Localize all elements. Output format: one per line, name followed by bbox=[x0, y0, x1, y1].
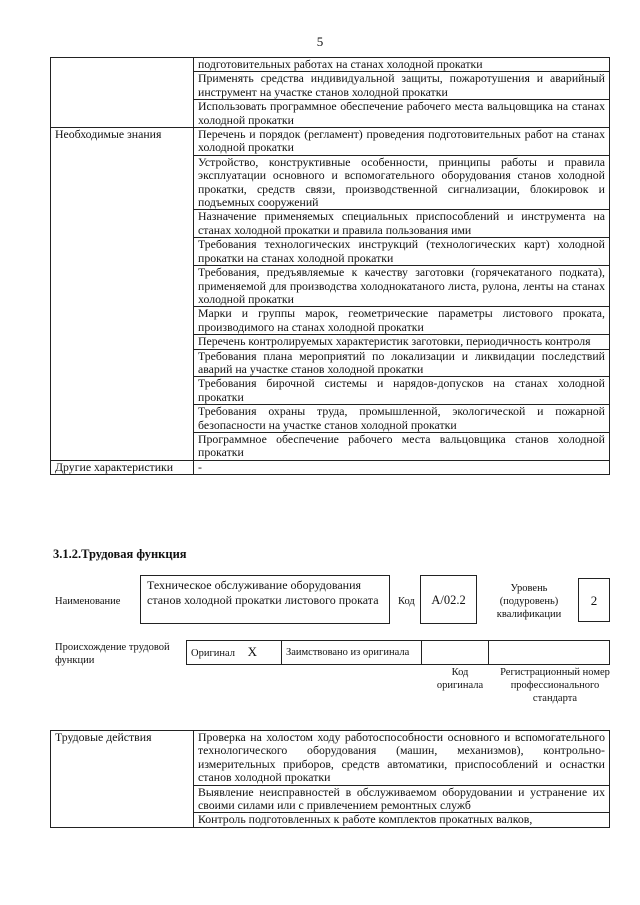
row-label-cell: Необходимые знания bbox=[51, 128, 194, 461]
code-box bbox=[420, 575, 477, 624]
row-text-cell: Устройство, конструктивные особенности, принципы работы и правила эксплуатации основного и вспомогательного оборудования станов холодной прокатки, средств связи, производственной сигнализации, блокировок и подъемных сооружений bbox=[194, 155, 610, 210]
code-original-caption: Код оригинала bbox=[436, 667, 484, 691]
actions-label-cell: Трудовые действия bbox=[51, 731, 194, 828]
row-text-cell: Требования бирочной системы и нарядов-допусков на станах холодной прокатки bbox=[194, 377, 610, 405]
row-text-cell: Требования плана мероприятий по локализации и ликвидации последствий аварий на участке станов холодной прокатки bbox=[194, 349, 610, 377]
reg-number-caption: Регистрационный номер профессионального стандарта bbox=[500, 667, 610, 704]
action-text-cell: Проверка на холостом ходу работоспособности основного и вспомогательного технологического оборудования (машин, механизмов), контрольно-измерительных приборов, средств автоматики, приспособлений и оснастки станов холодной прокатки bbox=[194, 731, 610, 786]
row-text-cell: Марки и группы марок, геометрические параметры листового проката, производимого на станах холодной прокатки bbox=[194, 307, 610, 335]
function-name-value: Техническое обслуживание оборудования станов холодной прокатки листового проката bbox=[147, 578, 379, 607]
code-value: А/02.2 bbox=[431, 593, 466, 607]
function-name-box bbox=[140, 575, 390, 624]
row-text-cell: Требования технологических инструкций (технологических карт) холодной прокатки на станах холодной прокатки bbox=[194, 238, 610, 266]
origin-label: Происхождение трудовой функции bbox=[55, 642, 170, 666]
code-label: Код bbox=[398, 596, 415, 607]
row-label-cell: Другие характеристики bbox=[51, 460, 194, 474]
action-text-cell: Контроль подготовленных к работе комплектов прокатных валков, bbox=[194, 813, 610, 827]
row-text-cell: Требования, предъявляемые к качеству заготовки (горячекатаного подката), применяемой для производства холоднокатаного листа, рулона, ленты на станах холодной прокатки bbox=[194, 266, 610, 307]
original-mark: X bbox=[247, 644, 258, 659]
table-row bbox=[51, 128, 610, 156]
row-text-cell: Применять средства индивидуальной защиты, пожаротушения и аварийный инструмент на участке станов холодной прокатки bbox=[194, 72, 610, 100]
name-label: Наименование bbox=[55, 596, 121, 607]
row-label-cell bbox=[51, 58, 194, 128]
actions-table bbox=[50, 730, 610, 828]
row-text-cell: Требования охраны труда, промышленной, экологической и пожарной безопасности на участке станов холодной прокатки bbox=[194, 405, 610, 433]
table-row bbox=[51, 460, 610, 474]
row-text-cell: Перечень контролируемых характеристик заготовки, периодичность контроля bbox=[194, 335, 610, 349]
code-original-cell bbox=[422, 641, 489, 665]
table-row bbox=[51, 58, 610, 72]
row-text-cell: подготовительных работах на станах холодной прокатки bbox=[194, 58, 610, 72]
level-label: Уровень (подуровень) квалификации bbox=[496, 583, 562, 620]
level-box bbox=[578, 578, 610, 622]
row-text-cell: Перечень и порядок (регламент) проведения подготовительных работ на станах холодной прокатки bbox=[194, 128, 610, 156]
table-row bbox=[51, 731, 610, 786]
origin-table bbox=[186, 640, 610, 665]
section-title: 3.1.2.Трудовая функция bbox=[53, 547, 187, 561]
borrowed-label: Заимствовано из оригинала bbox=[286, 647, 410, 658]
row-text-cell: - bbox=[194, 460, 610, 474]
borrowed-cell bbox=[282, 641, 422, 665]
reg-number-cell bbox=[489, 641, 610, 665]
level-value: 2 bbox=[590, 593, 598, 608]
row-text-cell: Программное обеспечение рабочего места вальцовщика станов холодной прокатки bbox=[194, 432, 610, 460]
page-number: 5 bbox=[316, 34, 324, 49]
original-cell bbox=[187, 641, 282, 665]
row-text-cell: Назначение применяемых специальных приспособлений и инструмента на станах холодной прокатки и правила пользования ими bbox=[194, 210, 610, 238]
action-text-cell: Выявление неисправностей в обслуживаемом оборудовании и устранение их своими силами или с привлечением ремонтных служб bbox=[194, 785, 610, 813]
row-text-cell: Использовать программное обеспечение рабочего места вальцовщика на станах холодной прокатки bbox=[194, 100, 610, 128]
requirements-table bbox=[50, 57, 610, 475]
original-label: Оригинал bbox=[191, 648, 235, 659]
